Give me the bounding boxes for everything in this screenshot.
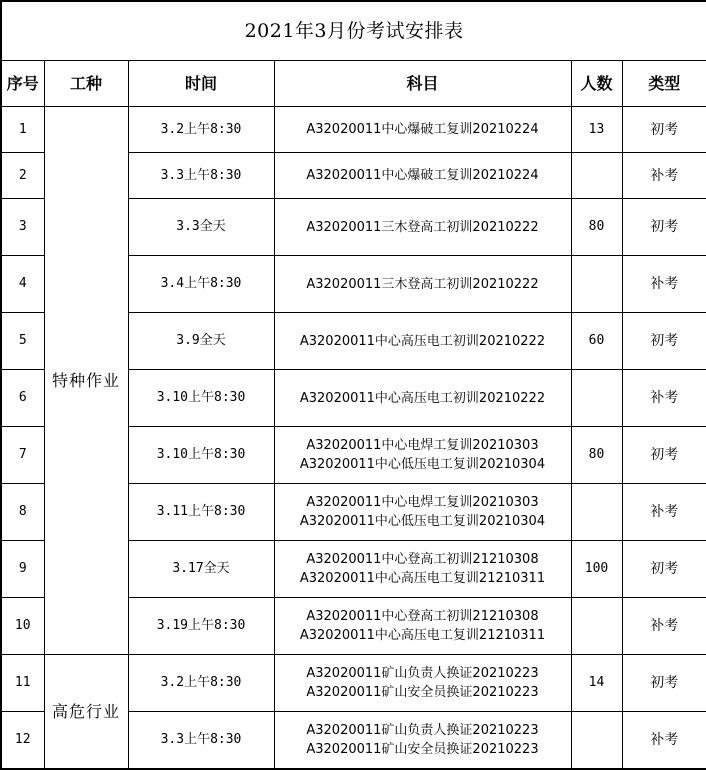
subject-line: A32020011中心爆破工复训20210224 (306, 122, 539, 137)
cell-time: 3.10上午8:30 (128, 370, 274, 427)
cell-type: 补考 (622, 370, 706, 427)
subject-line: A32020011矿山安全员换证20210223 (306, 685, 539, 700)
subject-line: A32020011中心登高工初训21210308 (306, 609, 539, 624)
cell-index: 10 (1, 598, 44, 655)
subject-line: A32020011中心低压电工复训20210304 (299, 457, 546, 472)
cell-time: 3.3上午8:30 (128, 712, 274, 770)
cell-type: 初考 (622, 655, 706, 712)
cell-count: 80 (571, 427, 622, 484)
cell-type: 补考 (622, 712, 706, 770)
subject-line: A32020011中心电焊工复训20210303 (306, 438, 539, 453)
table-row (1, 655, 706, 712)
cell-subject (274, 370, 571, 427)
cell-index: 6 (1, 370, 44, 427)
cell-subject (274, 199, 571, 256)
cell-subject (274, 256, 571, 313)
cell-subject (274, 153, 571, 199)
cell-count: 100 (571, 541, 622, 598)
subject-line: A32020011中心电焊工复训20210303 (306, 495, 539, 510)
subject-line: A32020011三木登高工初训20210222 (306, 219, 539, 235)
cell-index: 4 (1, 256, 44, 313)
category-special-operations: 特种作业 (44, 107, 128, 655)
cell-subject (274, 484, 571, 541)
cell-index: 5 (1, 313, 44, 370)
cell-type: 补考 (622, 598, 706, 655)
cell-time: 3.9全天 (128, 313, 274, 370)
subject-line: A32020011三木登高工初训20210222 (306, 276, 539, 292)
header-subject: 科目 (274, 61, 571, 107)
cell-subject (274, 541, 571, 598)
header-row (1, 61, 706, 107)
subject-line: A32020011矿山负责人换证20210223 (306, 723, 539, 738)
cell-type: 初考 (622, 107, 706, 153)
cell-index: 11 (1, 655, 44, 712)
table-row (1, 107, 706, 153)
cell-index: 9 (1, 541, 44, 598)
cell-type: 补考 (622, 256, 706, 313)
cell-count: 14 (571, 655, 622, 712)
cell-time: 3.3全天 (128, 199, 274, 256)
cell-count: 80 (571, 199, 622, 256)
cell-count: 60 (571, 313, 622, 370)
cell-time: 3.10上午8:30 (128, 427, 274, 484)
table-title: 2021年3月份考试安排表 (1, 1, 706, 61)
cell-index: 12 (1, 712, 44, 770)
cell-index: 7 (1, 427, 44, 484)
header-index: 序号 (1, 61, 44, 107)
cell-type: 初考 (622, 313, 706, 370)
cell-type: 初考 (622, 199, 706, 256)
cell-subject (274, 712, 571, 770)
cell-time: 3.4上午8:30 (128, 256, 274, 313)
cell-count: 13 (571, 107, 622, 153)
subject-line: A32020011中心高压电工初训20210222 (299, 333, 546, 349)
cell-time: 3.2上午8:30 (128, 655, 274, 712)
header-category: 工种 (44, 61, 128, 107)
cell-count (571, 370, 622, 427)
cell-index: 8 (1, 484, 44, 541)
cell-index: 2 (1, 153, 44, 199)
cell-time: 3.19上午8:30 (128, 598, 274, 655)
cell-count (571, 484, 622, 541)
cell-subject (274, 598, 571, 655)
subject-line: A32020011矿山安全员换证20210223 (306, 742, 539, 757)
header-count: 人数 (571, 61, 622, 107)
header-time: 时间 (128, 61, 274, 107)
subject-line: A32020011中心爆破工复训20210224 (306, 168, 539, 183)
cell-type: 初考 (622, 541, 706, 598)
cell-time: 3.17全天 (128, 541, 274, 598)
cell-subject (274, 107, 571, 153)
cell-subject (274, 655, 571, 712)
cell-count (571, 598, 622, 655)
cell-type: 补考 (622, 484, 706, 541)
subject-line: A32020011中心登高工初训21210308 (306, 552, 539, 567)
cell-subject (274, 427, 571, 484)
cell-time: 3.3上午8:30 (128, 153, 274, 199)
category-high-risk-industry: 高危行业 (44, 655, 128, 770)
cell-type: 补考 (622, 153, 706, 199)
cell-time: 3.2上午8:30 (128, 107, 274, 153)
header-type: 类型 (622, 61, 706, 107)
cell-type: 初考 (622, 427, 706, 484)
subject-line: A32020011中心高压电工初训20210222 (299, 390, 546, 406)
subject-line: A32020011中心高压电工复训21210311 (299, 628, 546, 643)
cell-time: 3.11上午8:30 (128, 484, 274, 541)
subject-line: A32020011中心高压电工复训21210311 (299, 571, 546, 586)
cell-index: 3 (1, 199, 44, 256)
subject-line: A32020011矿山负责人换证20210223 (306, 666, 539, 681)
cell-count (571, 153, 622, 199)
cell-subject (274, 313, 571, 370)
cell-count (571, 712, 622, 770)
cell-index: 1 (1, 107, 44, 153)
subject-line: A32020011中心低压电工复训20210304 (299, 514, 546, 529)
cell-count (571, 256, 622, 313)
